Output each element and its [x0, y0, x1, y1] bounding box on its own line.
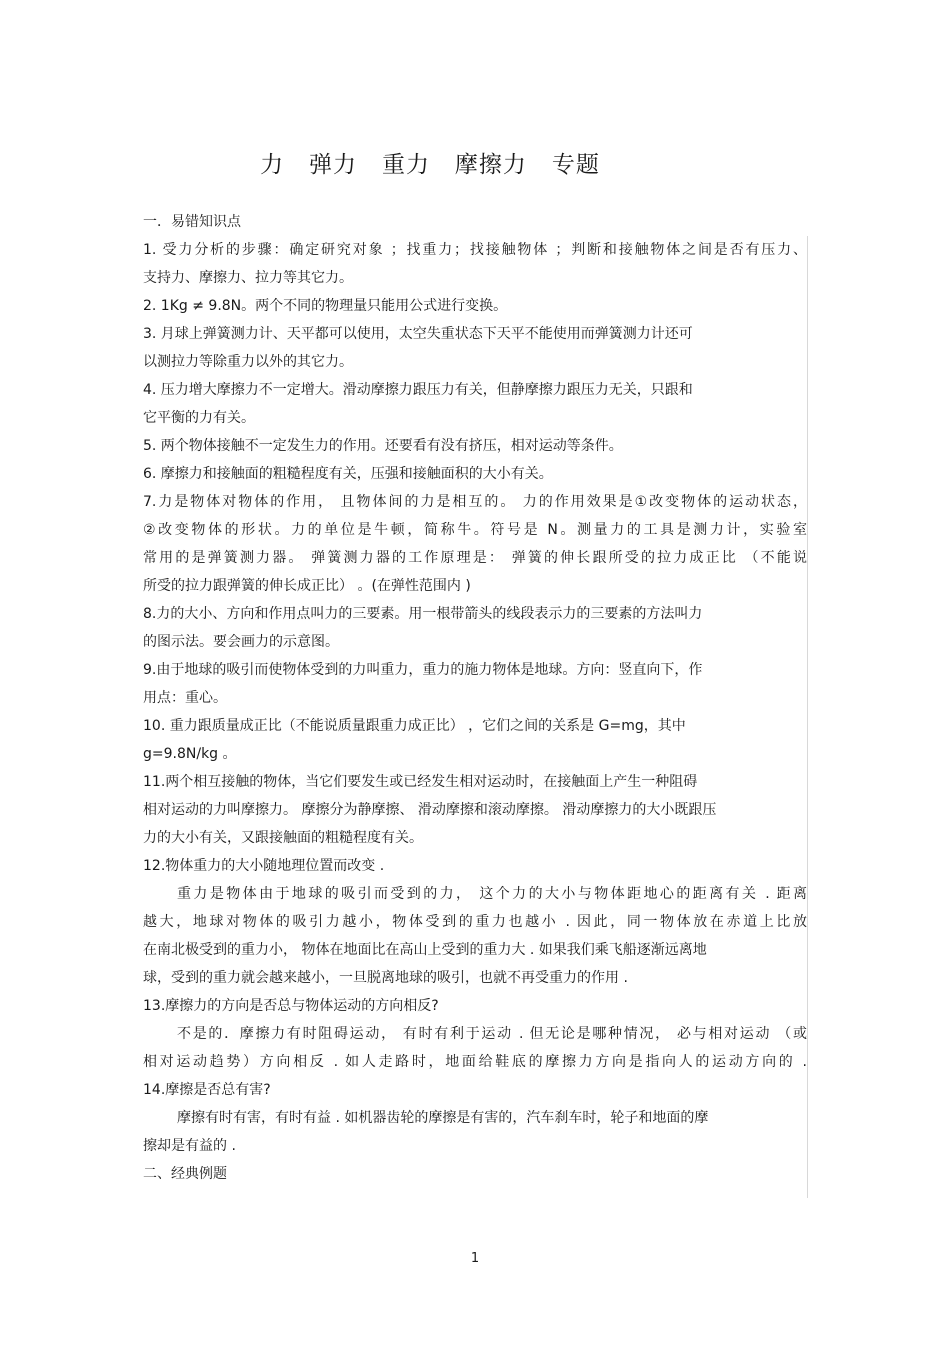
- text-line: 所受的拉力跟弹簧的伸长成正比） 。(在弹性范围内 ): [143, 578, 471, 594]
- text-line: 10. 重力跟质量成正比（不能说质量跟重力成正比） ，它们之间的关系是 G=mg，其中: [143, 718, 686, 734]
- text-line: 的图示法。要会画力的示意图。: [143, 634, 339, 650]
- text-line: 越大，地球对物体的吸引力越小，物体受到的重力也越小 . 因此，同一物体放在赤道上比放: [143, 914, 807, 930]
- text-line: 3. 月球上弹簧测力计、天平都可以使用，太空失重状态下天平不能使用而弹簧测力计还可: [143, 326, 693, 342]
- section-heading-examples: 二、经典例题: [143, 1166, 227, 1182]
- text-line: 11.两个相互接触的物体，当它们要发生或已经发生相对运动时，在接触面上产生一种阻碍: [143, 774, 698, 790]
- text-line: 常用的是弹簧测力器。 弹簧测力器的工作原理是： 弹簧的伸长跟所受的拉力成正比 （不能说: [143, 550, 807, 566]
- text-line: 6. 摩擦力和接触面的粗糙程度有关，压强和接触面积的大小有关。: [143, 466, 553, 482]
- text-line: 9.由于地球的吸引而使物体受到的力叫重力，重力的施力物体是地球。方向：竖直向下，作: [143, 662, 703, 678]
- text-line: 在南北极受到的重力小， 物体在地面比在高山上受到的重力大 . 如果我们乘飞船逐渐远离地: [143, 942, 707, 958]
- page-title: 力 弹力 重力 摩擦力 专题: [260, 152, 600, 178]
- text-line: 4. 压力增大摩擦力不一定增大。滑动摩擦力跟压力有关，但静摩擦力跟压力无关，只跟和: [143, 382, 693, 398]
- text-line: 支持力、摩擦力、拉力等其它力。: [143, 270, 353, 286]
- text-line: 1. 受力分析的步骤：确定研究对象 ；找重力；找接触物体 ；判断和接触物体之间是否有压力、: [143, 242, 807, 258]
- text-line: 2. 1Kg ≠ 9.8N。两个不同的物理量只能用公式进行变换。: [143, 298, 508, 314]
- text-line: 13.摩擦力的方向是否总与物体运动的方向相反?: [143, 998, 439, 1014]
- text-line: 7.力是物体对物体的作用， 且物体间的力是相互的。 力的作用效果是①改变物体的运动状态，: [143, 494, 807, 510]
- page-number: 1: [470, 1251, 480, 1266]
- text-line: 重力是物体由于地球的吸引而受到的力， 这个力的大小与物体距地心的距离有关 . 距离: [177, 886, 807, 902]
- text-line: 用点：重心。: [143, 690, 227, 706]
- text-line: 力的大小有关，又跟接触面的粗糙程度有关。: [143, 830, 423, 846]
- text-line: 摩擦有时有害，有时有益 . 如机器齿轮的摩擦是有害的，汽车刹车时，轮子和地面的摩: [177, 1110, 709, 1126]
- text-line: 相对运动的力叫摩擦力。 摩擦分为静摩擦、 滑动摩擦和滚动摩擦。 滑动摩擦力的大小既跟压: [143, 802, 717, 818]
- text-line: 8.力的大小、方向和作用点叫力的三要素。用一根带箭头的线段表示力的三要素的方法叫力: [143, 606, 703, 622]
- margin-rule: [807, 236, 808, 1198]
- text-line: 以测拉力等除重力以外的其它力。: [143, 354, 353, 370]
- text-line: 球，受到的重力就会越来越小，一旦脱离地球的吸引，也就不再受重力的作用 .: [143, 970, 628, 986]
- text-line: 不是的．摩擦力有时阻碍运动， 有时有利于运动 . 但无论是哪种情况， 必与相对运动 （或: [177, 1026, 807, 1042]
- section-heading-easy-mistakes: 一．易错知识点: [143, 214, 241, 230]
- text-line: g=9.8N/kg 。: [143, 746, 237, 762]
- text-line: 相对运动趋势）方向相反 . 如人走路时，地面给鞋底的摩擦力方向是指向人的运动方向的 .: [143, 1054, 807, 1070]
- text-line: 12.物体重力的大小随地理位置而改变 .: [143, 858, 385, 874]
- text-line: ②改变物体的形状。力的单位是牛顿，简称牛。符号是 N。测量力的工具是测力计，实验室: [143, 522, 807, 538]
- text-line: 它平衡的力有关。: [143, 410, 255, 426]
- document-body: [143, 208, 807, 1188]
- text-line: 5. 两个物体接触不一定发生力的作用。还要看有没有挤压，相对运动等条件。: [143, 438, 623, 454]
- text-line: 擦却是有益的 .: [143, 1138, 236, 1154]
- knowledge-points-list: [143, 236, 807, 1160]
- text-line: 14.摩擦是否总有害?: [143, 1082, 271, 1098]
